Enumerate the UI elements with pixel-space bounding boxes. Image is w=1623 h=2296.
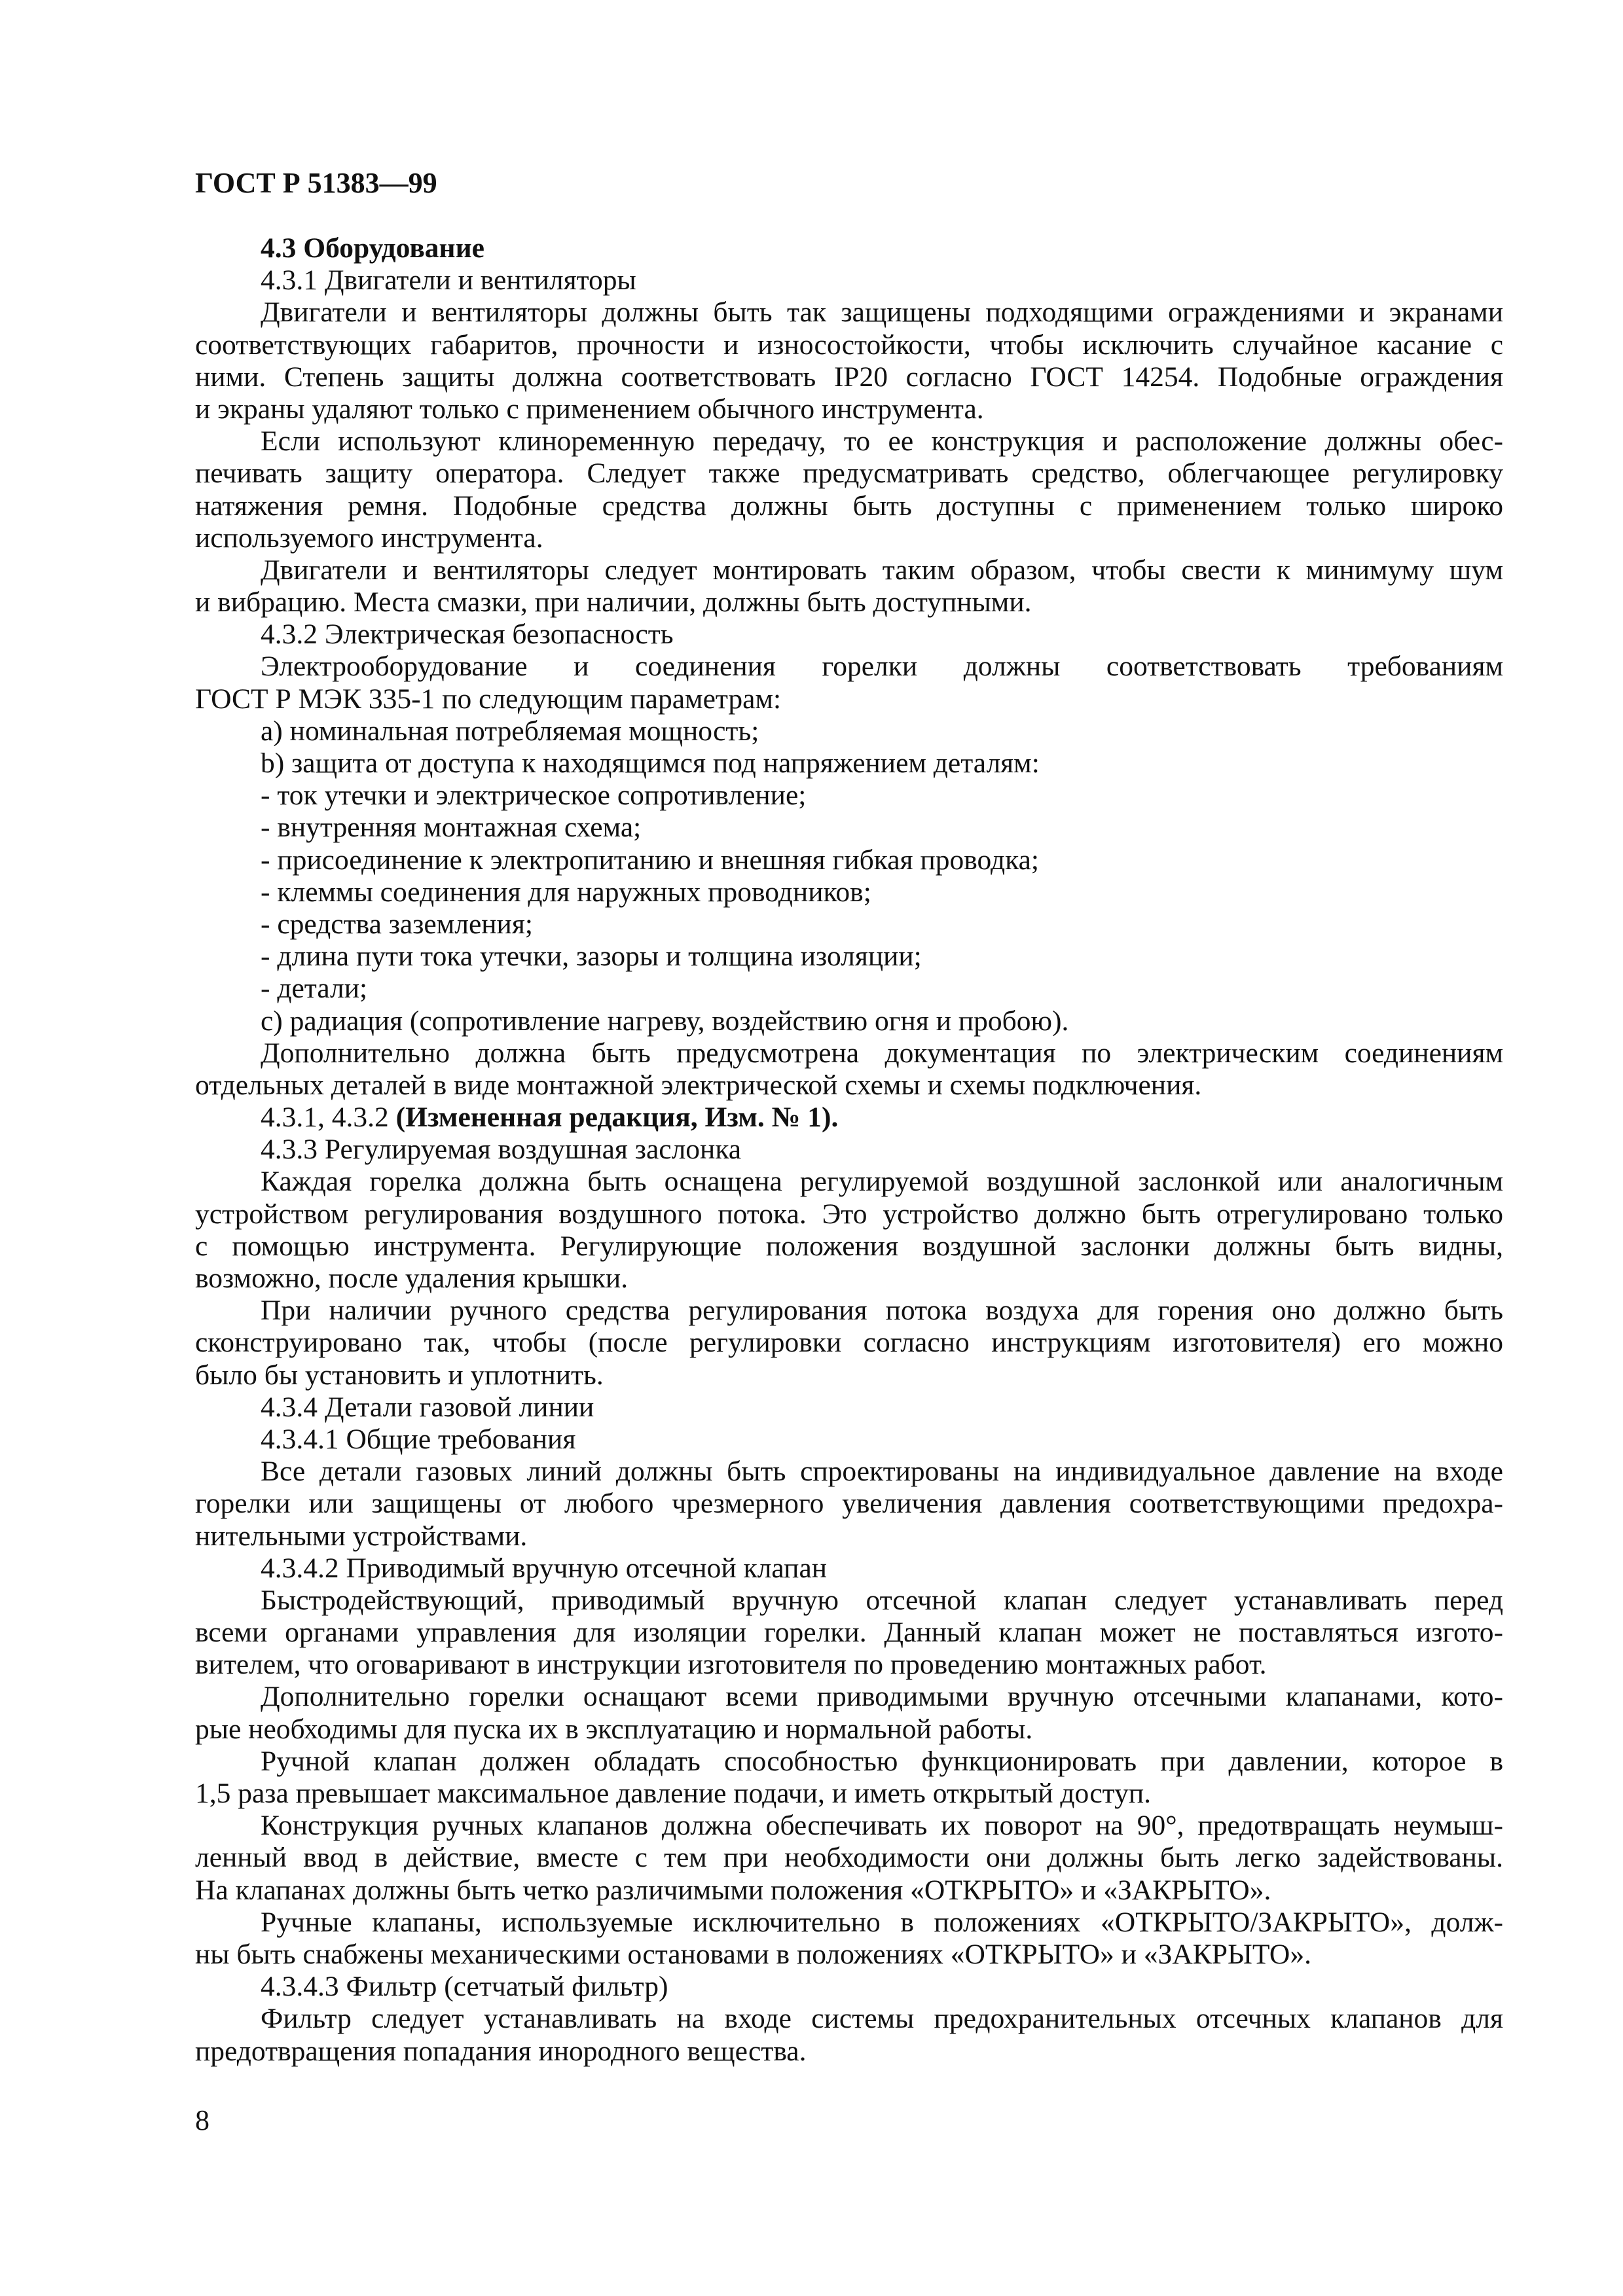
text-line-content: и экраны удаляют только с применением обычного инструмента.: [195, 393, 984, 425]
text-line: [195, 1585, 1503, 1617]
text-line-content: Все детали газовых линий должны быть спроектированы на индивидуальное давление на входе: [261, 1456, 1503, 1488]
text-line: [195, 1005, 1503, 1037]
text-line-content: 4.3.3 Регулируемая воздушная заслонка: [261, 1134, 742, 1166]
text-line: [195, 1810, 1503, 1842]
text-line: [195, 1295, 1503, 1327]
text-line: [195, 1037, 1503, 1069]
text-line-content: 4.3 Оборудование: [261, 232, 484, 264]
document-body: [195, 232, 1503, 2068]
text-line: [195, 1713, 1503, 1746]
text-line-content: 4.3.1, 4.3.2: [261, 1102, 396, 1134]
text-line: [195, 425, 1503, 457]
text-line-content: Ручной клапан должен обладать способностью функционировать при давлении, которое в: [261, 1745, 1503, 1777]
text-line-content: - клеммы соединения для наружных проводников;: [261, 876, 871, 908]
text-line-content: На клапанах должны быть четко различимыми положения «ОТКРЫТО» и «ЗАКРЫТО».: [195, 1874, 1271, 1906]
text-line-content: устройством регулирования воздушного потока. Это устройство должно быть отрегулировано только: [195, 1198, 1503, 1230]
text-line: [195, 941, 1503, 973]
amendment-note: (Измененная редакция, Изм. № 1).: [395, 1102, 839, 1134]
text-line-content: 4.3.1 Двигатели и вентиляторы: [261, 264, 636, 296]
text-line-content: горелки или защищены от любого чрезмерного увеличения давления соответствующими предохра-: [195, 1488, 1503, 1520]
text-line-content: 4.3.4 Детали газовой линии: [261, 1391, 594, 1423]
text-line: [195, 457, 1503, 490]
text-line: [195, 1230, 1503, 1263]
text-line: [195, 264, 1503, 296]
text-line-content: сконструировано так, чтобы (после регулировки согласно инструкциям изготовителя) его можно: [195, 1327, 1503, 1359]
text-line: [195, 1746, 1503, 1778]
text-line: [195, 1102, 1503, 1134]
text-line: [195, 554, 1503, 586]
page-number: 8: [195, 2104, 210, 2136]
text-line: [195, 715, 1503, 747]
text-line-content: Дополнительно горелки оснащают всеми приводимыми вручную отсечными клапанами, кото-: [261, 1681, 1503, 1713]
text-line-content: - ток утечки и электрическое сопротивление;: [261, 780, 807, 812]
text-line: [195, 1649, 1503, 1681]
text-line-content: При наличии ручного средства регулирования потока воздуха для горения оно должно быть: [261, 1295, 1503, 1327]
text-line-content: ны быть снабжены механическими остановами в положениях «ОТКРЫТО» и «ЗАКРЫТО».: [195, 1938, 1311, 1970]
document-code-header: ГОСТ Р 51383—99: [195, 167, 437, 199]
text-line-content: возможно, после удаления крышки.: [195, 1263, 629, 1294]
text-line: [195, 876, 1503, 908]
text-line: [195, 651, 1503, 683]
text-line-content: натяжения ремня. Подобные средства должны быть доступны с применением только широко: [195, 490, 1503, 522]
text-line-content: используемого инструмента.: [195, 522, 543, 554]
text-line: [195, 1520, 1503, 1552]
text-line-content: ленный ввод в действие, вместе с тем при необходимости они должны быть легко задействованы.: [195, 1842, 1503, 1874]
text-line-content: Каждая горелка должна быть оснащена регулируемой воздушной заслонкой или аналогичным: [261, 1166, 1503, 1198]
text-line: [195, 1263, 1503, 1295]
text-line-content: Ручные клапаны, используемые исключительно в положениях «ОТКРЫТО/ЗАКРЫТО», долж-: [261, 1906, 1503, 1938]
text-line: [195, 1842, 1503, 1874]
text-line-content: Дополнительно должна быть предусмотрена документация по электрическим соединениям: [261, 1037, 1503, 1069]
text-line: [195, 1874, 1503, 1907]
text-line-content: 4.3.4.3 Фильтр (сетчатый фильтр): [261, 1971, 668, 2003]
text-line: [195, 1424, 1503, 1456]
text-line-content: Быстродействующий, приводимый вручную отсечной клапан следует устанавливать перед: [261, 1584, 1503, 1616]
text-line: [195, 393, 1503, 425]
text-line-content: Если используют клиноременную передачу, то ее конструкция и расположение должны обес-: [261, 425, 1503, 457]
text-line-content: 4.3.2 Электрическая безопасность: [261, 619, 674, 651]
text-line: [195, 586, 1503, 619]
text-line: [195, 1327, 1503, 1359]
text-line: [195, 844, 1503, 876]
text-line: [195, 1391, 1503, 1424]
text-line: [195, 1907, 1503, 1939]
text-line: [195, 361, 1503, 393]
text-line-content: Фильтр следует устанавливать на входе системы предохранительных отсечных клапанов для: [261, 2003, 1503, 2035]
text-line-content: печивать защиту оператора. Следует также предусматривать средство, облегчающее регулировку: [195, 457, 1503, 490]
text-line-content: - присоединение к электропитанию и внешняя гибкая проводка;: [261, 844, 1039, 876]
text-line-content: 4.3.4.1 Общие требования: [261, 1423, 576, 1455]
text-line-content: - детали;: [261, 973, 368, 1005]
text-line: [195, 2036, 1503, 2068]
text-line-content: с) радиация (сопротивление нагреву, воздействию огня и пробою).: [261, 1005, 1069, 1037]
text-line: [195, 619, 1503, 651]
text-line-content: ГОСТ Р МЭК 335-1 по следующим параметрам:: [195, 683, 782, 715]
text-line: [195, 1359, 1503, 1391]
text-line-content: было бы установить и уплотнить.: [195, 1359, 604, 1391]
text-line: [195, 296, 1503, 329]
text-line-content: а) номинальная потребляемая мощность;: [261, 715, 759, 747]
text-line-content: предотвращения попадания инородного вещества.: [195, 2035, 807, 2067]
text-line-content: вителем, что оговаривают в инструкции изготовителя по проведению монтажных работ.: [195, 1649, 1267, 1681]
text-line-content: ними. Степень защиты должна соответствовать IP20 согласно ГОСТ 14254. Подобные ограждения: [195, 361, 1503, 393]
text-line: [195, 1971, 1503, 2003]
text-line: [195, 1939, 1503, 1971]
text-line: [195, 1681, 1503, 1713]
text-line-content: 1,5 раза превышает максимальное давление подачи, и иметь открытый доступ.: [195, 1778, 1151, 1809]
text-line: [195, 908, 1503, 941]
text-line: [195, 1617, 1503, 1649]
text-line: [195, 1198, 1503, 1230]
text-line: [195, 490, 1503, 522]
text-line-content: Двигатели и вентиляторы должны быть так защищены подходящими ограждениями и экранами: [261, 296, 1503, 329]
text-line-content: 4.3.4.2 Приводимый вручную отсечной клапан: [261, 1552, 828, 1584]
text-line: [195, 1552, 1503, 1585]
text-line-content: нительными устройствами.: [195, 1520, 528, 1552]
text-line: [195, 812, 1503, 844]
text-line-content: Двигатели и вентиляторы следует монтировать таким образом, чтобы свести к минимуму шум: [261, 554, 1503, 586]
text-line: [195, 683, 1503, 715]
text-line: [195, 1134, 1503, 1166]
text-line-content: - длина пути тока утечки, зазоры и толщина изоляции;: [261, 941, 922, 973]
text-line: [195, 1069, 1503, 1102]
text-line: [195, 1456, 1503, 1488]
text-line-content: и вибрацию. Места смазки, при наличии, должны быть доступными.: [195, 586, 1032, 619]
text-line-content: Электрооборудование и соединения горелки должны соответствовать требованиям: [261, 651, 1503, 683]
text-line: [195, 1778, 1503, 1810]
text-line: [195, 232, 1503, 264]
text-line-content: - средства заземления;: [261, 908, 533, 940]
text-line: [195, 780, 1503, 812]
text-line: [195, 1488, 1503, 1520]
text-line-content: рые необходимы для пуска их в эксплуатацию и нормальной работы.: [195, 1713, 1033, 1745]
text-line: [195, 747, 1503, 780]
text-line-content: отдельных деталей в виде монтажной электрической схемы и схемы подключения.: [195, 1069, 1202, 1101]
text-line-content: соответствующих габаритов, прочности и износостойкости, чтобы исключить случайное касание с: [195, 329, 1503, 361]
text-line-content: с помощью инструмента. Регулирующие положения воздушной заслонки должны быть видны,: [195, 1230, 1503, 1262]
text-line-content: - внутренняя монтажная схема;: [261, 812, 642, 844]
text-line: [195, 973, 1503, 1005]
text-line-content: всеми органами управления для изоляции горелки. Данный клапан может не поставляться изгото-: [195, 1617, 1503, 1649]
text-line-content: Конструкция ручных клапанов должна обеспечивать их поворот на 90°, предотвращать неумыш-: [261, 1810, 1503, 1842]
text-line: [195, 522, 1503, 554]
text-line: [195, 2003, 1503, 2035]
text-line-content: b) защита от доступа к находящимся под напряжением деталям:: [261, 747, 1040, 779]
text-line: [195, 1166, 1503, 1198]
text-line: [195, 329, 1503, 361]
